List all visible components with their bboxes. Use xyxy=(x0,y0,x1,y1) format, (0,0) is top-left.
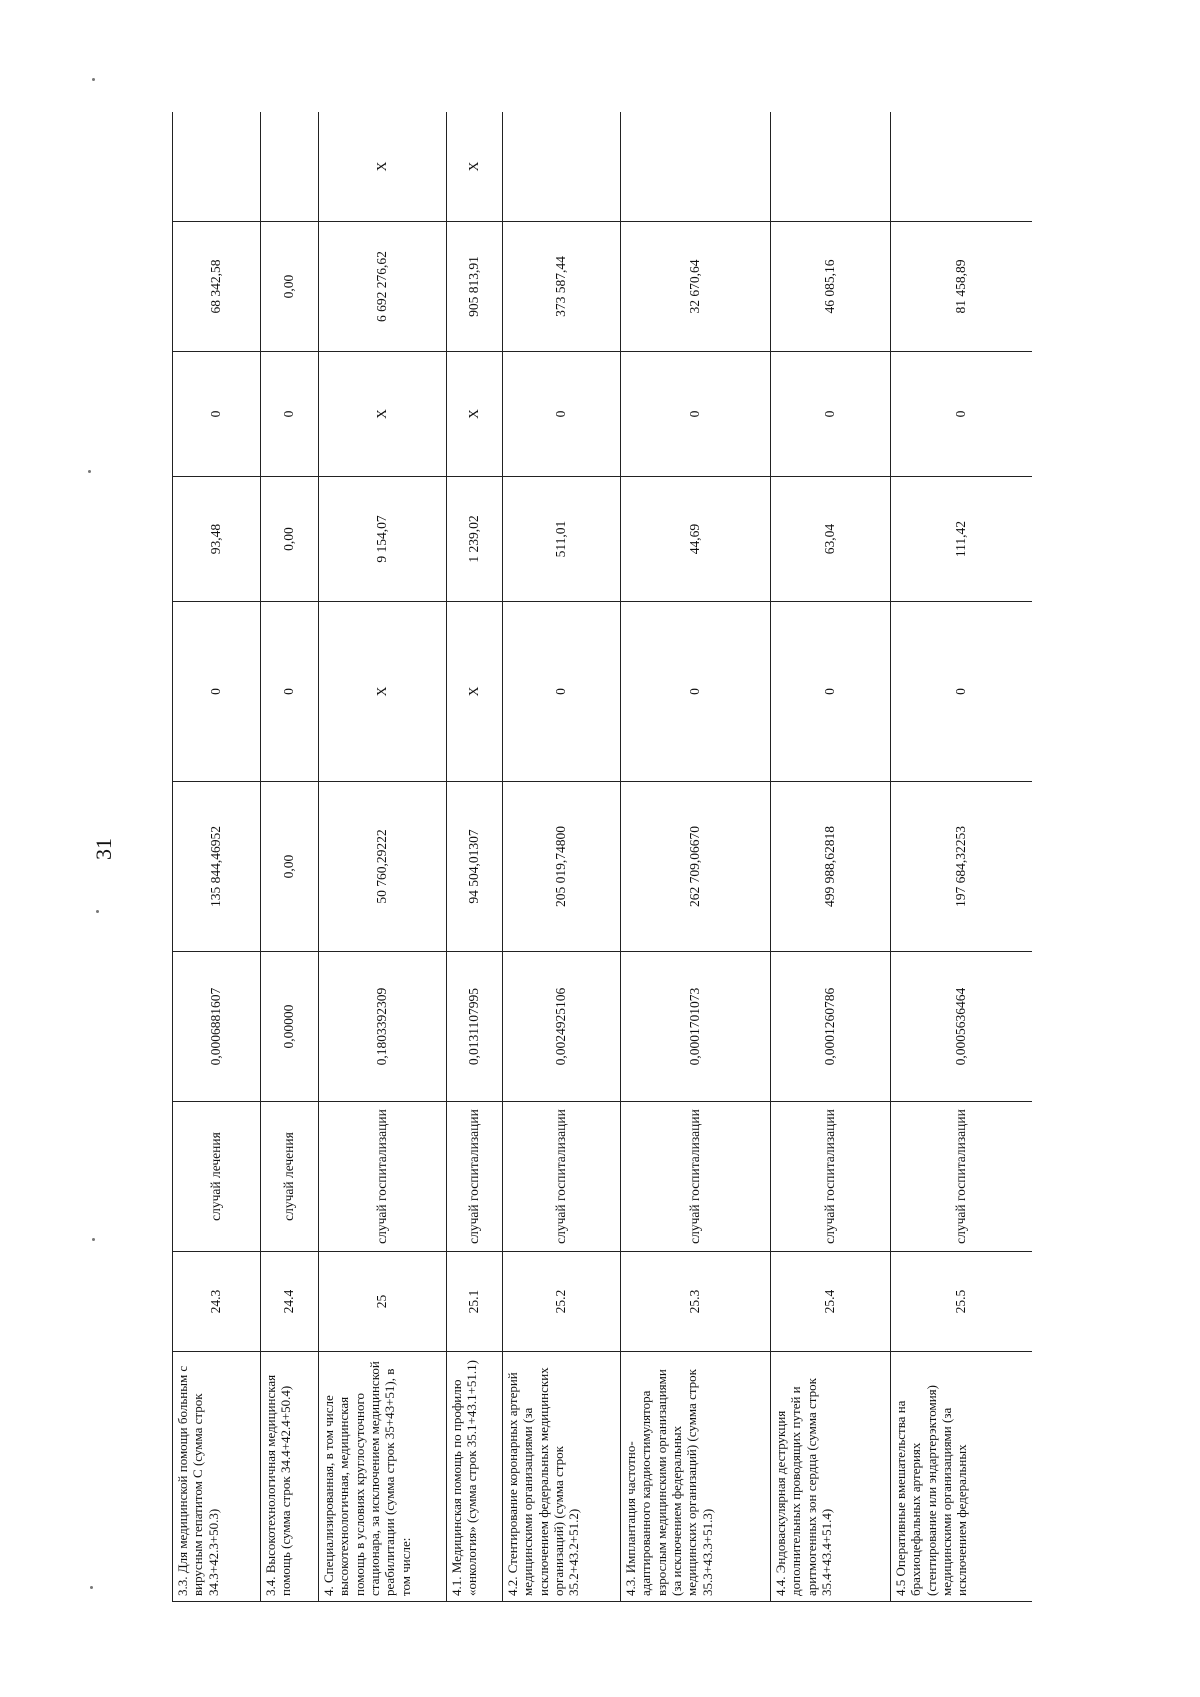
value-cell: 63,04 xyxy=(771,477,891,602)
unit-of-measure: случай госпитализации xyxy=(447,1102,503,1252)
value-cell: X xyxy=(447,602,503,782)
value-cell: 0 xyxy=(771,602,891,782)
value-cell: 46 085,16 xyxy=(771,222,891,352)
value-cell: 0 xyxy=(261,602,319,782)
table-row xyxy=(891,112,1033,1602)
value-cell xyxy=(771,112,891,222)
page-number: 31 xyxy=(91,838,116,860)
table-row xyxy=(319,112,447,1602)
unit-cost: 262 709,06670 xyxy=(621,782,771,952)
volume-norm: 0,0001260786 xyxy=(771,952,891,1102)
table-body xyxy=(173,112,1033,1602)
row-number: 25.1 xyxy=(447,1252,503,1352)
row-name: 4.5 Оперативные вмешательства на брахиоцефальных артериях (стентирование или эндартерэктомия) медицинскими организациями (за исключением федеральных xyxy=(891,1352,1033,1602)
value-cell: 0 xyxy=(891,352,1033,477)
unit-of-measure: случай госпитализации xyxy=(771,1102,891,1252)
volume-norm: 0,1803392309 xyxy=(319,952,447,1102)
value-cell: 1 239,02 xyxy=(447,477,503,602)
financing-table xyxy=(172,112,1032,1602)
value-cell xyxy=(891,112,1033,222)
row-name: 4. Специализированная, в том числе высокотехнологичная, медицинская помощь в условиях круглосуточного стационара, за исключением медицинской реабилитации (сумма строк 35+43+51), в том числе: xyxy=(319,1352,447,1602)
value-cell xyxy=(261,112,319,222)
volume-norm: 0,0006881607 xyxy=(173,952,261,1102)
table-row xyxy=(771,112,891,1602)
value-cell: 0,00 xyxy=(261,222,319,352)
row-name: 4.4. Эндоваскулярная деструкция дополнительных проводящих путей и аритмогенных зон сердца (сумма строк 35.4+43.4+51.4) xyxy=(771,1352,891,1602)
value-cell: 0 xyxy=(173,352,261,477)
value-cell: 0,00 xyxy=(261,477,319,602)
value-cell: 81 458,89 xyxy=(891,222,1033,352)
unit-cost: 499 988,62818 xyxy=(771,782,891,952)
unit-of-measure: случай лечения xyxy=(173,1102,261,1252)
scan-speck xyxy=(88,470,91,473)
value-cell: 511,01 xyxy=(503,477,621,602)
scan-speck xyxy=(90,1586,93,1589)
value-cell: 0 xyxy=(503,352,621,477)
scan-speck xyxy=(92,78,95,81)
value-cell: X xyxy=(447,352,503,477)
unit-cost: 50 760,29222 xyxy=(319,782,447,952)
value-cell: 373 587,44 xyxy=(503,222,621,352)
table-row xyxy=(503,112,621,1602)
row-number: 25.2 xyxy=(503,1252,621,1352)
unit-of-measure: случай госпитализации xyxy=(621,1102,771,1252)
row-name: 3.4. Высокотехнологичная медицинская помощь (сумма строк 34.4+42.4+50.4) xyxy=(261,1352,319,1602)
row-number: 25.3 xyxy=(621,1252,771,1352)
row-name: 4.2. Стентирование коронарных артерий медицинскими организациями (за исключением федеральных медицинских организаций) (сумма строк 35.2+43.2+51.2) xyxy=(503,1352,621,1602)
volume-norm: 0,00000 xyxy=(261,952,319,1102)
value-cell: 0 xyxy=(891,602,1033,782)
unit-cost: 94 504,01307 xyxy=(447,782,503,952)
value-cell xyxy=(503,112,621,222)
value-cell: 0 xyxy=(771,352,891,477)
row-number: 24.4 xyxy=(261,1252,319,1352)
value-cell: 905 813,91 xyxy=(447,222,503,352)
unit-cost: 197 684,32253 xyxy=(891,782,1033,952)
value-cell xyxy=(621,112,771,222)
value-cell: 9 154,07 xyxy=(319,477,447,602)
unit-cost: 205 019,74800 xyxy=(503,782,621,952)
value-cell: 44,69 xyxy=(621,477,771,602)
volume-norm: 0,0005636464 xyxy=(891,952,1033,1102)
value-cell: X xyxy=(319,352,447,477)
volume-norm: 0,0024925106 xyxy=(503,952,621,1102)
value-cell: 0 xyxy=(503,602,621,782)
row-number: 24.3 xyxy=(173,1252,261,1352)
value-cell: 6 692 276,62 xyxy=(319,222,447,352)
row-number: 25.4 xyxy=(771,1252,891,1352)
table-row xyxy=(621,112,771,1602)
scan-speck xyxy=(92,1238,95,1241)
rotated-table-frame xyxy=(172,112,1032,1602)
row-number: 25 xyxy=(319,1252,447,1352)
volume-norm: 0,0131107995 xyxy=(447,952,503,1102)
rotated-table-container xyxy=(172,112,1032,1602)
value-cell: 0 xyxy=(621,602,771,782)
value-cell: 0 xyxy=(621,352,771,477)
unit-cost: 0,00 xyxy=(261,782,319,952)
volume-norm: 0,0001701073 xyxy=(621,952,771,1102)
row-name: 3.3. Для медицинской помощи больным с вирусным гепатитом С (сумма строк 34.3+42.3+50.3) xyxy=(173,1352,261,1602)
table-row xyxy=(173,112,261,1602)
unit-of-measure: случай лечения xyxy=(261,1102,319,1252)
value-cell: 0 xyxy=(173,602,261,782)
value-cell xyxy=(173,112,261,222)
scan-speck xyxy=(96,910,99,913)
value-cell: 93,48 xyxy=(173,477,261,602)
value-cell: X xyxy=(447,112,503,222)
value-cell: X xyxy=(319,112,447,222)
value-cell: 32 670,64 xyxy=(621,222,771,352)
value-cell: 68 342,58 xyxy=(173,222,261,352)
value-cell: 111,42 xyxy=(891,477,1033,602)
row-name: 4.1. Медицинская помощь по профилю «онкология» (сумма строк 35.1+43.1+51.1) xyxy=(447,1352,503,1602)
unit-cost: 135 844,46952 xyxy=(173,782,261,952)
value-cell: 0 xyxy=(261,352,319,477)
unit-of-measure: случай госпитализации xyxy=(319,1102,447,1252)
table-row xyxy=(261,112,319,1602)
table-row xyxy=(447,112,503,1602)
row-number: 25.5 xyxy=(891,1252,1033,1352)
unit-of-measure: случай госпитализации xyxy=(891,1102,1033,1252)
row-name: 4.3. Имплантация частотно-адаптированного кардиостимулятора взрослым медицинскими организациями (за исключением федеральных медицинских организаций) (сумма строк 35.3+43.3+51.3) xyxy=(621,1352,771,1602)
unit-of-measure: случай госпитализации xyxy=(503,1102,621,1252)
value-cell: X xyxy=(319,602,447,782)
